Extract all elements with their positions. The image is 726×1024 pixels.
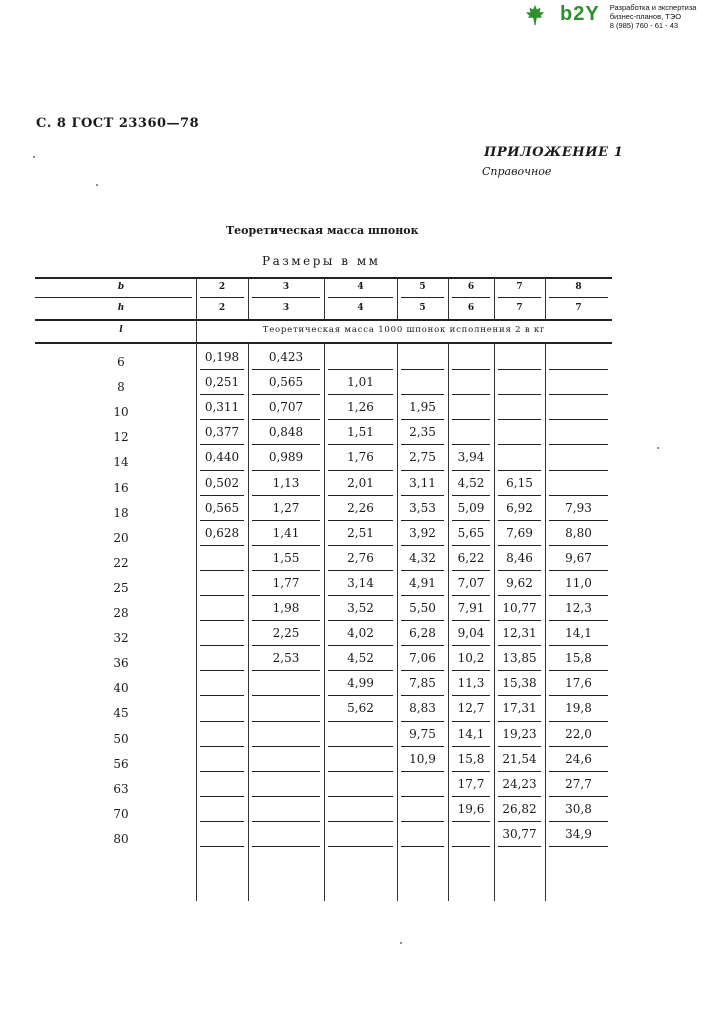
cell-underline (328, 570, 393, 571)
cell-underline (200, 495, 244, 496)
l-value: 50 (113, 731, 129, 746)
mass-cell: 24,23 (502, 776, 537, 791)
l-value: 20 (113, 530, 129, 545)
cell-underline (549, 394, 608, 395)
cell-underline (498, 520, 541, 521)
cell-underline (401, 570, 444, 571)
mass-cell: 24,6 (565, 751, 592, 766)
scan-speck (33, 156, 35, 158)
mass-cell: 7,07 (457, 575, 485, 590)
cell-underline (549, 796, 608, 797)
cell-underline (452, 721, 490, 722)
cell-underline (452, 470, 490, 471)
mass-cell: 0,251 (204, 375, 240, 390)
cell-underline (328, 520, 393, 521)
cell-underline (452, 495, 490, 496)
mass-cell: 7,85 (409, 676, 436, 691)
mass-cell: 4,02 (347, 626, 374, 641)
mass-cell: 1,13 (272, 475, 300, 490)
cell-underline (498, 394, 541, 395)
mass-cell: 8,46 (506, 550, 533, 565)
cell-underline (328, 645, 393, 646)
cell-underline (328, 394, 393, 395)
cell-underline (452, 645, 490, 646)
mass-cell: 2,26 (347, 500, 374, 515)
cell-underline (401, 771, 444, 772)
cell-underline (401, 670, 444, 671)
b-label: b (117, 282, 125, 292)
cell-underline (328, 595, 393, 596)
h-value: 6 (467, 303, 475, 313)
cell-underline (549, 670, 608, 671)
cell-underline (452, 595, 490, 596)
cell-underline (498, 470, 541, 471)
cell-underline (498, 620, 541, 621)
cell-underline (452, 570, 490, 571)
cell-underline (452, 545, 490, 546)
cell-underline (252, 570, 320, 571)
mass-cell: 3,52 (347, 601, 374, 615)
b-h-divider (452, 297, 490, 298)
cell-underline (498, 595, 541, 596)
cell-underline (452, 444, 490, 445)
l-label: l (119, 325, 123, 335)
mass-cell: 4,52 (347, 651, 374, 666)
mass-cell: 1,27 (272, 500, 300, 515)
cell-underline (200, 645, 244, 646)
cell-underline (452, 520, 490, 521)
h-value: 4 (357, 303, 364, 313)
cell-underline (401, 695, 444, 696)
h-value: 3 (282, 303, 290, 313)
cell-underline (498, 369, 541, 370)
mass-cell: 0,377 (204, 425, 240, 440)
mass-cell: 30,8 (565, 801, 592, 816)
cell-underline (549, 520, 608, 521)
brand-name: b2Y (560, 3, 600, 25)
mass-cell: 27,7 (565, 776, 592, 791)
mass-cell: 6,92 (506, 500, 533, 515)
mass-cell: 1,26 (347, 400, 374, 415)
b-h-divider (200, 297, 244, 298)
cell-underline (498, 545, 541, 546)
cell-underline (328, 369, 393, 370)
cell-underline (549, 444, 608, 445)
cell-underline (401, 444, 444, 445)
mass-cell: 9,67 (565, 550, 592, 565)
l-value: 40 (113, 681, 129, 696)
cell-underline (252, 595, 320, 596)
l-value: 45 (113, 706, 129, 721)
cell-underline (401, 595, 444, 596)
cell-underline (252, 620, 320, 621)
mass-cell: 5,62 (347, 701, 374, 716)
mass-cell: 9,75 (409, 726, 436, 741)
mass-cell: 2,51 (347, 525, 374, 540)
cell-underline (200, 470, 244, 471)
cell-underline (252, 746, 320, 747)
scan-speck (400, 942, 402, 944)
mass-cell: 15,38 (502, 676, 537, 691)
page-reference: С. 8 ГОСТ 23360—78 (36, 116, 200, 131)
mass-cell: 0,198 (204, 350, 240, 364)
l-value: 16 (113, 480, 129, 495)
mass-cell: 3,92 (409, 525, 436, 540)
cell-underline (452, 771, 490, 772)
cell-underline (549, 419, 608, 420)
b-value: 3 (282, 282, 290, 292)
cell-underline (252, 394, 320, 395)
mass-cell: 0,440 (204, 450, 240, 465)
mass-cell: 10,2 (457, 651, 485, 666)
cell-underline (452, 670, 490, 671)
mass-cell: 3,53 (409, 500, 436, 515)
mass-cell: 0,311 (204, 400, 240, 415)
cell-underline (549, 470, 608, 471)
cell-underline (549, 495, 608, 496)
cell-underline (252, 444, 320, 445)
mass-cell: 2,53 (272, 651, 300, 666)
mass-cell: 3,11 (409, 475, 436, 490)
cell-underline (498, 570, 541, 571)
l-value: 18 (113, 505, 129, 520)
cell-underline (498, 645, 541, 646)
cell-underline (252, 470, 320, 471)
cell-underline (252, 846, 320, 847)
mass-cell: 11,3 (457, 676, 485, 691)
mass-cell: 11,0 (565, 575, 592, 590)
mass-cell: 2,75 (409, 450, 436, 465)
l-value: 80 (113, 831, 129, 846)
cell-underline (200, 670, 244, 671)
l-value: 10 (113, 405, 129, 420)
cell-underline (252, 419, 320, 420)
mass-cell: 10,9 (409, 751, 436, 766)
mass-cell: 17,7 (457, 776, 485, 791)
cell-underline (200, 545, 244, 546)
mass-cell: 14,1 (565, 626, 592, 641)
cell-underline (200, 796, 244, 797)
cell-underline (200, 419, 244, 420)
cell-underline (252, 821, 320, 822)
mass-cell: 3,94 (457, 450, 485, 465)
mass-cell: 6,15 (506, 475, 533, 490)
mass-cell: 1,55 (272, 550, 300, 565)
cell-underline (252, 721, 320, 722)
cell-underline (401, 721, 444, 722)
cell-underline (200, 620, 244, 621)
mass-cell: 1,98 (272, 601, 300, 615)
mass-cell: 26,82 (502, 801, 537, 816)
mass-cell: 5,09 (457, 500, 485, 515)
mass-cell: 0,565 (268, 375, 304, 390)
cell-underline (200, 394, 244, 395)
b-value: 8 (575, 282, 582, 292)
mass-cell: 5,65 (457, 525, 485, 540)
mass-cell: 17,6 (565, 676, 592, 691)
mass-cell: 21,54 (502, 751, 537, 766)
cell-underline (328, 721, 393, 722)
l-value: 12 (113, 430, 129, 445)
mass-cell: 9,62 (506, 575, 533, 590)
l-value: 70 (113, 806, 129, 821)
cell-underline (252, 695, 320, 696)
cell-underline (328, 419, 393, 420)
cell-underline (252, 545, 320, 546)
l-value: 63 (113, 781, 129, 796)
mass-cell: 2,35 (409, 425, 436, 440)
mass-cell: 0,848 (268, 425, 304, 440)
cell-underline (549, 771, 608, 772)
mass-cell: 22,0 (565, 726, 592, 741)
cell-underline (549, 821, 608, 822)
h-value: 5 (419, 303, 426, 313)
cell-underline (401, 746, 444, 747)
mass-cell: 0,502 (204, 475, 240, 490)
cell-underline (452, 419, 490, 420)
cell-underline (252, 369, 320, 370)
mass-cell: 4,99 (347, 676, 374, 691)
mass-cell: 1,41 (272, 525, 300, 540)
cell-underline (498, 771, 541, 772)
column-rule (494, 343, 495, 901)
cell-underline (549, 545, 608, 546)
b-h-divider (549, 297, 608, 298)
mass-cell: 34,9 (565, 826, 592, 841)
mass-cell: 12,7 (457, 701, 485, 716)
cell-underline (401, 495, 444, 496)
cell-underline (200, 771, 244, 772)
cell-underline (200, 721, 244, 722)
b-h-divider (252, 297, 320, 298)
l-value: 6 (117, 355, 125, 369)
cell-underline (328, 771, 393, 772)
mass-cell: 4,52 (457, 475, 485, 490)
mass-cell: 15,8 (457, 751, 485, 766)
cell-underline (252, 520, 320, 521)
cell-underline (328, 444, 393, 445)
mass-cell: 8,80 (565, 525, 592, 540)
units-caption: Размеры в мм (262, 254, 381, 268)
cell-underline (328, 695, 393, 696)
table-title: Теоретическая масса шпонок (226, 224, 419, 237)
cell-underline (200, 846, 244, 847)
cell-underline (549, 695, 608, 696)
mass-cell: 2,25 (272, 626, 300, 641)
b-value: 7 (516, 282, 523, 292)
mass-cell: 14,1 (457, 726, 485, 741)
cell-underline (401, 394, 444, 395)
l-value: 14 (113, 455, 129, 470)
mass-cell: 7,06 (409, 651, 436, 666)
mass-cell: 30,77 (502, 826, 537, 841)
cell-underline (549, 746, 608, 747)
cell-underline (401, 419, 444, 420)
cell-underline (549, 846, 608, 847)
cell-underline (200, 444, 244, 445)
mass-cell: 12,31 (502, 626, 537, 641)
mass-cell: 6,22 (457, 550, 485, 565)
cell-underline (401, 846, 444, 847)
cell-underline (452, 746, 490, 747)
cell-underline (549, 645, 608, 646)
mass-cell: 9,04 (457, 626, 485, 641)
b-h-divider (35, 297, 192, 298)
l-value: 8 (117, 380, 125, 395)
h-value: 2 (218, 303, 226, 313)
cell-underline (200, 695, 244, 696)
mass-cell: 19,6 (457, 801, 485, 816)
cell-underline (452, 846, 490, 847)
mass-cell: 3,14 (347, 575, 374, 590)
cell-underline (498, 670, 541, 671)
mass-cell: 8,83 (409, 701, 436, 716)
mass-caption: Теоретическая масса 1000 шпонок исполнения 2 в кг (262, 325, 546, 335)
mass-cell: 0,628 (204, 525, 240, 540)
cell-underline (200, 595, 244, 596)
mass-cell: 0,565 (204, 500, 240, 515)
b-value: 4 (357, 282, 364, 292)
cell-underline (200, 821, 244, 822)
cell-underline (328, 545, 393, 546)
mass-cell: 2,76 (347, 550, 374, 565)
cell-underline (401, 520, 444, 521)
cell-underline (252, 771, 320, 772)
mass-cell: 5,50 (409, 601, 436, 615)
cell-underline (252, 645, 320, 646)
cell-underline (401, 620, 444, 621)
appendix-heading: ПРИЛОЖЕНИЕ 1 (484, 145, 624, 160)
mass-cell: 1,76 (347, 450, 374, 465)
b-h-divider (498, 297, 541, 298)
cell-underline (200, 520, 244, 521)
cell-underline (401, 369, 444, 370)
mass-cell: 0,423 (268, 350, 304, 364)
reference-note: Справочное (482, 165, 552, 178)
cell-underline (328, 796, 393, 797)
b-value: 2 (218, 282, 226, 292)
h-label: h (117, 303, 125, 313)
cell-underline (328, 670, 393, 671)
mass-cell: 0,707 (268, 400, 304, 415)
cell-underline (452, 620, 490, 621)
l-value: 36 (113, 656, 129, 671)
b-value: 5 (419, 282, 426, 292)
h-value: 7 (575, 303, 582, 313)
b-h-divider (328, 297, 393, 298)
b-h-divider (401, 297, 444, 298)
mass-cell: 4,32 (409, 550, 436, 565)
cell-underline (498, 721, 541, 722)
cell-underline (452, 821, 490, 822)
cell-underline (328, 746, 393, 747)
cell-underline (401, 796, 444, 797)
mass-cell: 12,3 (565, 601, 592, 615)
mass-cell: 10,77 (502, 601, 537, 615)
mass-cell: 1,51 (347, 425, 374, 440)
scan-speck (96, 184, 98, 186)
l-value: 28 (113, 606, 129, 620)
cell-underline (401, 645, 444, 646)
mass-cell: 6,28 (409, 626, 436, 641)
cell-underline (328, 470, 393, 471)
mass-cell: 13,85 (502, 651, 537, 666)
mass-cell: 1,77 (272, 575, 300, 590)
mass-cell: 19,8 (565, 701, 592, 716)
l-value: 22 (113, 555, 129, 570)
header-mid-rule (35, 319, 612, 321)
cell-underline (498, 796, 541, 797)
l-value: 56 (113, 756, 129, 771)
mass-cell: 1,01 (347, 375, 374, 390)
cell-underline (252, 796, 320, 797)
cell-underline (549, 595, 608, 596)
l-value: 25 (113, 580, 129, 595)
cell-underline (252, 495, 320, 496)
mass-cell: 4,91 (409, 575, 436, 590)
mass-cell: 17,31 (502, 701, 537, 716)
cell-underline (498, 846, 541, 847)
cell-underline (200, 570, 244, 571)
cell-underline (252, 670, 320, 671)
mass-cell: 15,8 (565, 651, 592, 666)
cell-underline (549, 620, 608, 621)
mass-cell: 2,01 (347, 475, 374, 490)
mass-cell: 19,23 (502, 726, 537, 741)
mass-cell: 7,93 (565, 500, 592, 515)
cell-underline (401, 545, 444, 546)
cell-underline (498, 444, 541, 445)
cell-underline (498, 746, 541, 747)
cell-underline (498, 419, 541, 420)
h-value: 7 (516, 303, 523, 313)
mass-cell: 0,989 (268, 450, 304, 465)
cell-underline (452, 394, 490, 395)
cell-underline (328, 495, 393, 496)
cell-underline (498, 695, 541, 696)
cell-underline (549, 369, 608, 370)
column-rule (545, 343, 546, 901)
cell-underline (498, 821, 541, 822)
cell-underline (328, 821, 393, 822)
scan-speck (657, 447, 659, 449)
brand-tagline: Разработка и экспертиза бизнес-планов, ТЭО 8 (985) 760 - 61 - 43 (609, 3, 697, 30)
cell-underline (452, 796, 490, 797)
cell-underline (200, 369, 244, 370)
l-value: 32 (113, 631, 129, 646)
mass-cell: 7,91 (457, 601, 485, 615)
mass-cell: 7,69 (506, 525, 533, 540)
cell-underline (549, 721, 608, 722)
cell-underline (452, 369, 490, 370)
cell-underline (401, 821, 444, 822)
cell-underline (452, 695, 490, 696)
cell-underline (328, 620, 393, 621)
cell-underline (498, 495, 541, 496)
b-value: 6 (467, 282, 475, 292)
cell-underline (328, 846, 393, 847)
cell-underline (549, 570, 608, 571)
mass-cell: 1,95 (409, 400, 436, 415)
cell-underline (401, 470, 444, 471)
cell-underline (200, 746, 244, 747)
column-rule (448, 343, 449, 901)
